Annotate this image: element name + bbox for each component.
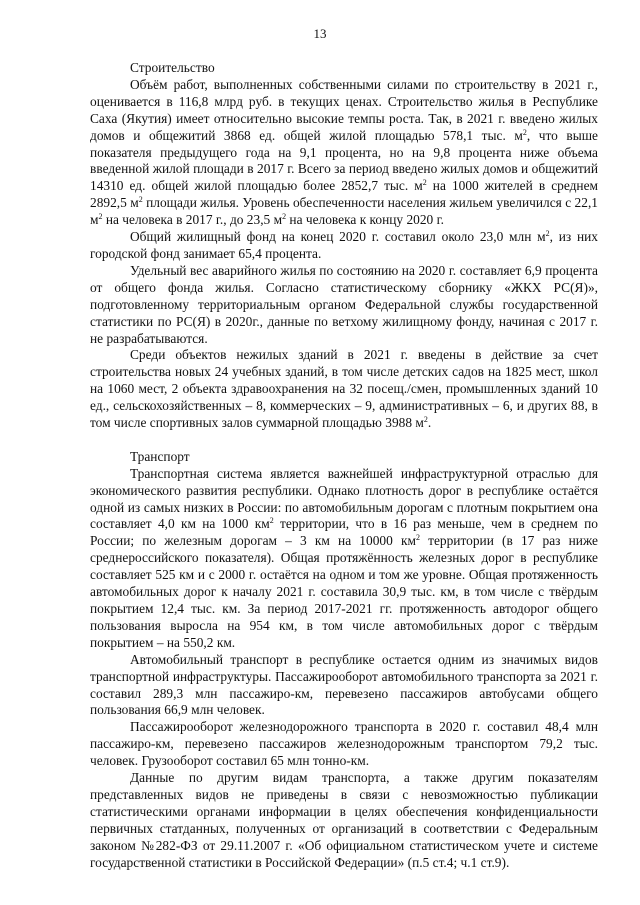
construction-section: [90, 60, 598, 432]
document-body: [90, 60, 598, 871]
construction-paragraph-2: Общий жилищный фонд на конец 2020 г. составил около 23,0 млн $м^2$, из них городской фонд занимает 65,4 процента.: [90, 229, 598, 261]
transport-section: [90, 449, 598, 872]
page-number: 13: [313, 26, 327, 41]
construction-paragraph-4: Среди объектов нежилых зданий в 2021 г. введены в действие за счет строительства новых 24 учебных зданий, в том числе детских садов на 1825 мест, школ на 1060 мест, 2 объекта здравоохранения на 32 посещ./смен, промышленных зданий 10 ед., сельскохозяйственных – 8, коммерческих – 9, административных – 6, и других 88, в том числе спортивных залов суммарной площадью 3988 $м^2$.: [90, 347, 598, 431]
transport-paragraph-1: Транспортная система является важнейшей инфраструктурной отраслью для экономического развития республики. Однако плотность дорог в республике остаётся одной из самых низких в России: по автомобильным дорогам с плотным покрытием она составляет 4,0 км на 1000 $км^2$ территории, что в 16 раз меньше, чем в среднем по России; по железным дорогам – 3 км на 10000 $км^2$ территории (в 17 раз ниже среднероссийского показателя). Общая протяжённость железных дорог в республике составляет 525 км и с 2000 г. остаётся на одном и том же уровне. Общая протяженность автомобильных дорог к началу 2021 г. составила 30,9 тыс. км, в том числе с твёрдым покрытием 12,4 тыс. км. За период 2017-2021 гг. протяженность автодорог общего пользования выросла на 954 км, в том числе автомобильных дорог с твёрдым покрытием – на 550,2 км.: [90, 465, 598, 650]
transport-paragraph-4: Данные по другим видам транспорта, а также другим показателям представленных видов не приведены в связи с невозможностью публикации статистическими органами информации в целях обеспечения конфиденциальности первичных статданных, полученных от организаций в соответствии с Федеральным законом №282-ФЗ от 29.11.2007 г. «Об официальном статистическом учете и системе государственной статистики в Российской Федерации» (п.5 ст.4; ч.1 ст.9).: [90, 770, 598, 870]
transport-paragraph-2: Автомобильный транспорт в республике остается одним из значимых видов транспортной инфраструктуры. Пассажирооборот автомобильного транспорта за 2021 г. составил 289,3 млн пассажиро-км, перевезено пассажиров автобусами общего пользования 66,9 млн человек.: [90, 651, 598, 718]
construction-paragraph-3: Удельный вес аварийного жилья по состоянию на 2020 г. составляет 6,9 процента от общего фонда жилья. Согласно статистическому сборнику «ЖКХ РС(Я)», подготовленному территориальным органом Федеральной службы государственной статистики по РС(Я) в 2020г., данные по ветхому жилищному фонду, начиная с 2017 г. не разрабатываются.: [90, 262, 598, 346]
section-spacer: [90, 432, 598, 449]
construction-paragraph-1: Объём работ, выполненных собственными силами по строительству в 2021 г., оценивается в 116,8 млрд руб. в текущих ценах. Строительство жилья в Республике Саха (Якутия) имеет относительно высокие темпы роста. Так, в 2021 г. введено жилых домов и общежитий 3868 ед. общей жилой площадью 578,1 тыс. $м^2$, что выше показателя предыдущего года на 9,1 процента, но на 9,8 процента ниже объема введенной жилой площади в 2017 г. Всего за период введено жилых домов и общежитий 14310 ед. общей жилой площадью более 2852,7 тыс. $м^2$ на 1000 жителей в среднем 2892,5 $м^2$ площади жилья. Уровень обеспеченности населения жильем увеличился с 22,1 $м^2$ на человека в 2017 г., до 23,5 $м^2$ на человека к концу 2020 г.: [90, 76, 598, 228]
section-heading-construction: Строительство: [130, 60, 215, 75]
section-heading-transport: Транспорт: [130, 448, 190, 464]
transport-paragraph-3: Пассажирооборот железнодорожного транспорта в 2020 г. составил 48,4 млн пассажиро-км, перевезено пассажиров железнодорожным транспортом 79,2 тыс. человек. Грузооборот составил 65 млн тонно-км.: [90, 719, 598, 769]
